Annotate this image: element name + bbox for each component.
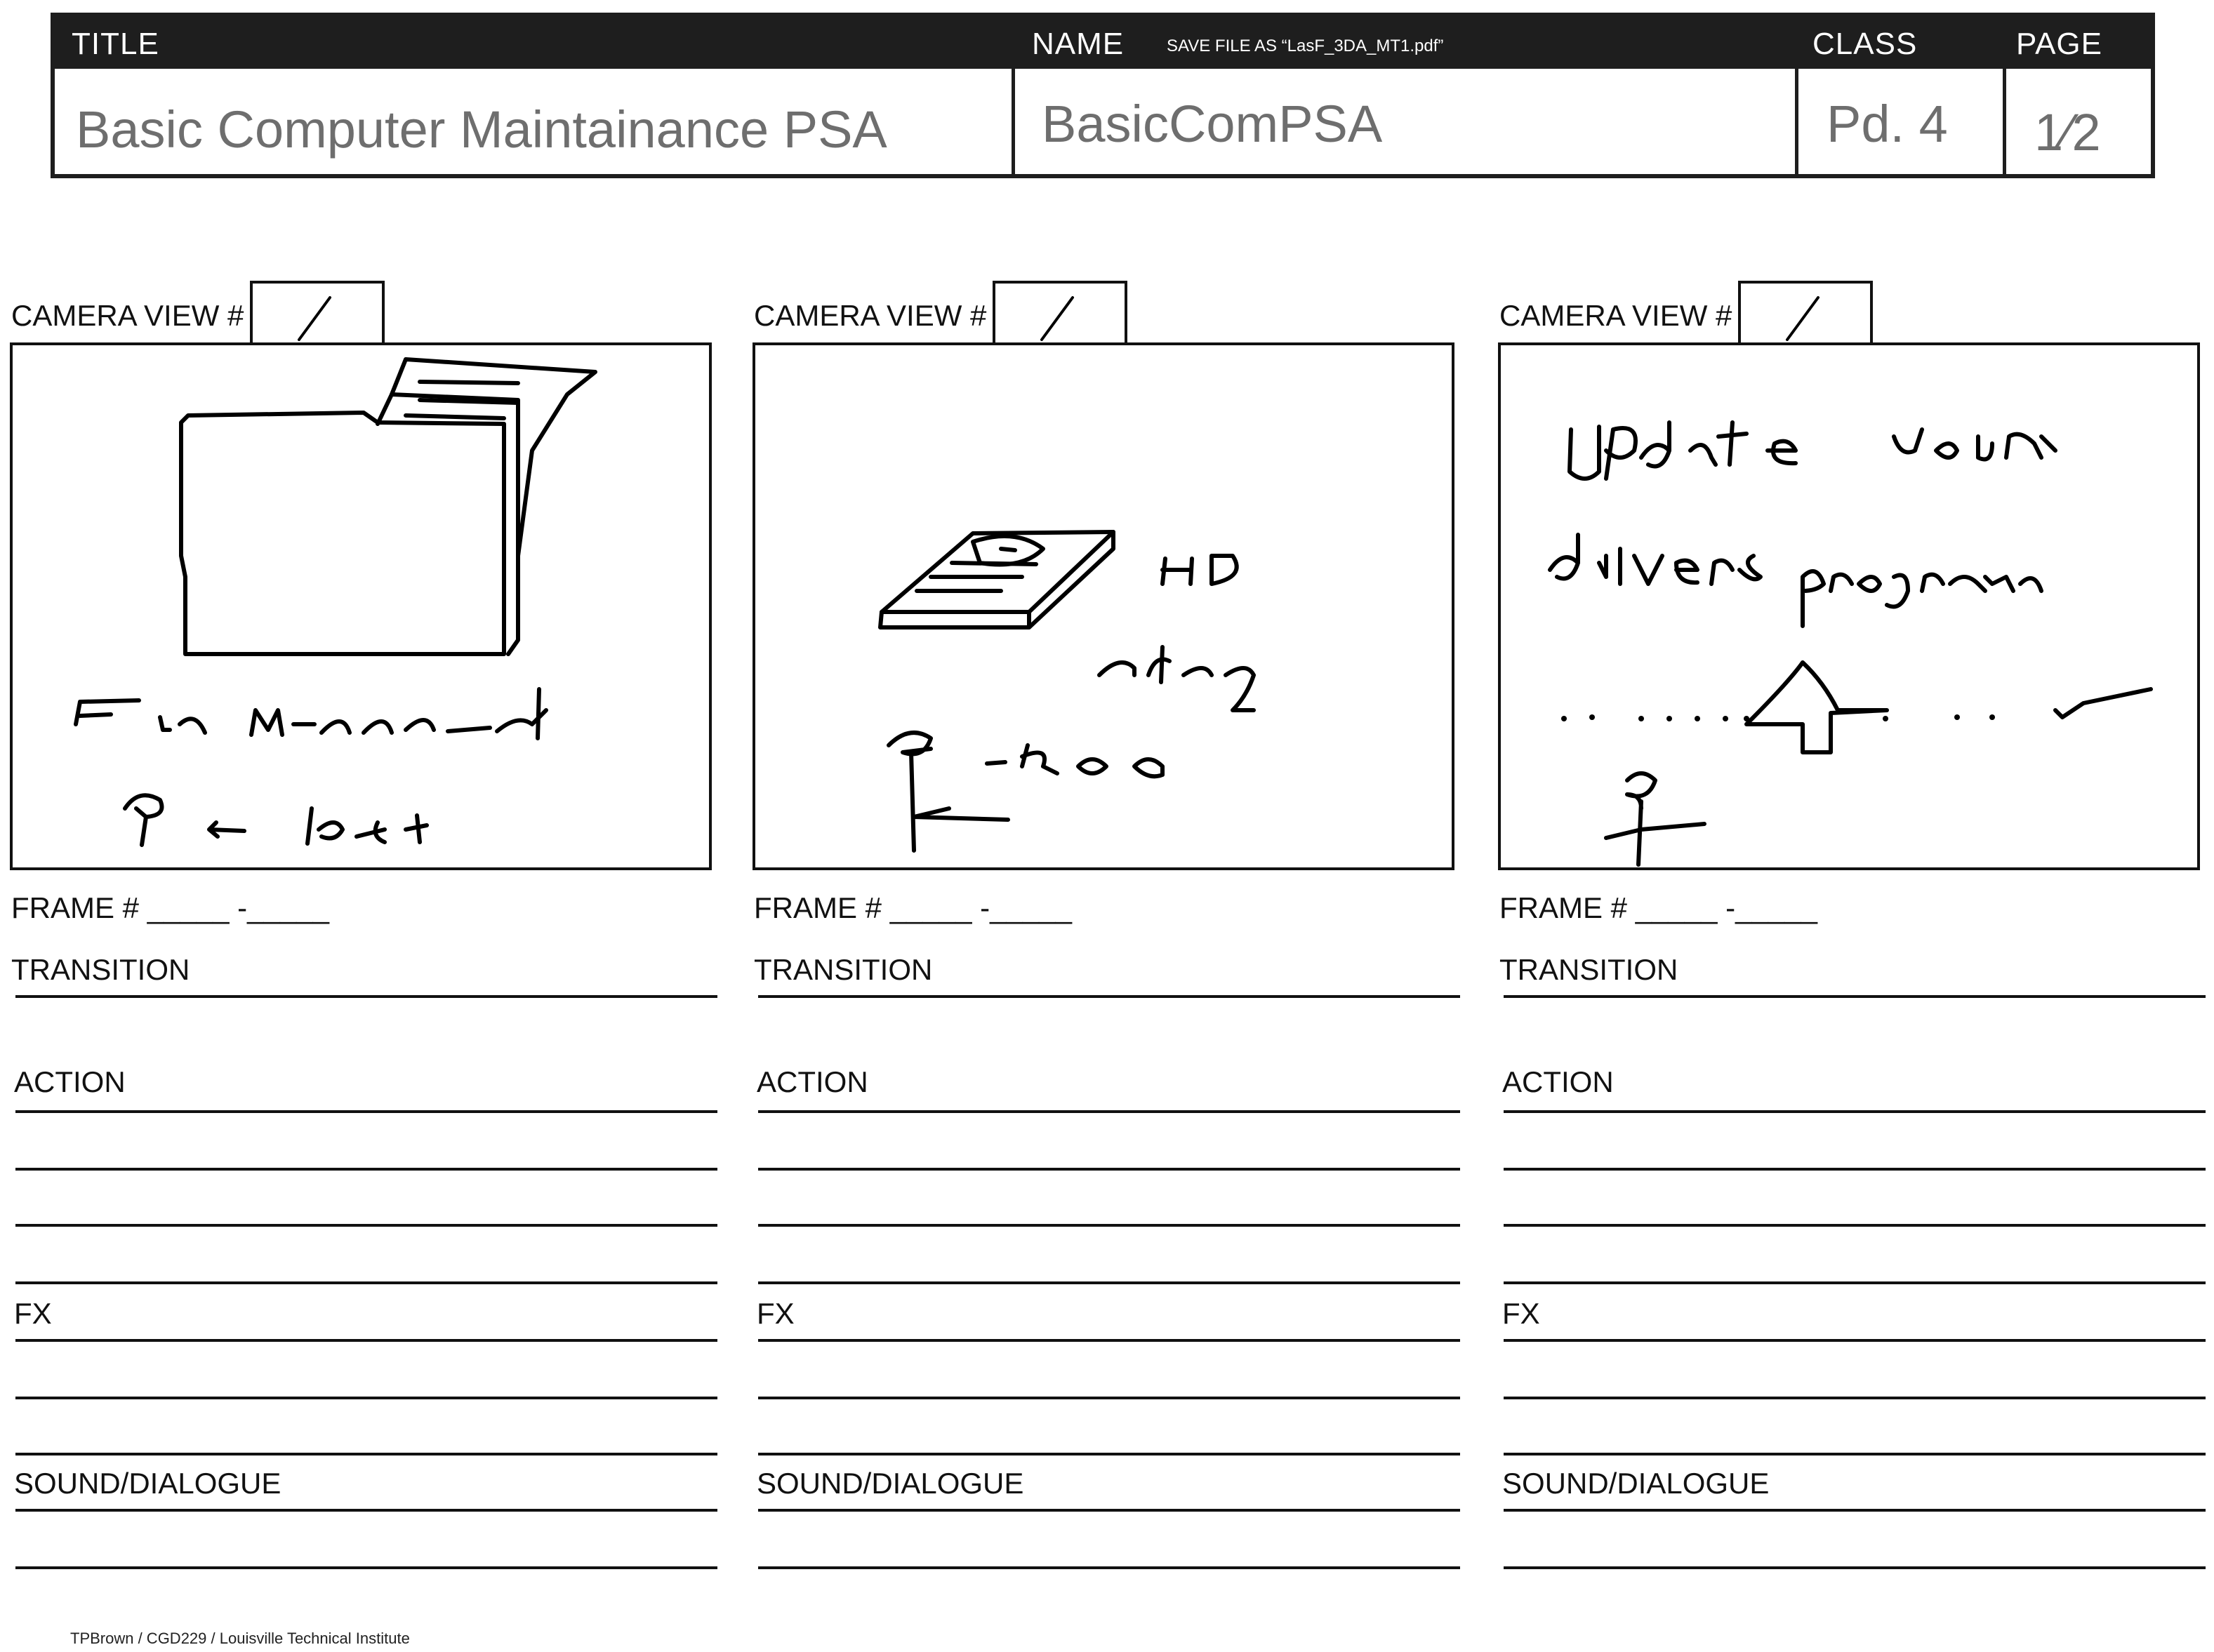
sketch-frame [1498,342,2200,870]
name-label: NAME [1032,27,1125,61]
fx-line [758,1453,1460,1456]
action-line [1504,1281,2206,1284]
footer-credit: TPBrown / CGD229 / Louisville Technical Institute [70,1630,410,1647]
camera-view-label: CAMERA VIEW # [754,299,987,332]
save-file-note: SAVE FILE AS “LasF_3DA_MT1.pdf” [1167,36,1444,55]
sound-line [1504,1566,2206,1569]
class-label: CLASS [1812,27,1918,61]
camera-view-box [250,281,385,345]
frame-number-label: FRAME # _____ -_____ [754,891,1072,924]
action-line [15,1224,717,1227]
action-line [1504,1168,2206,1171]
update-drivers-sketch [1501,345,2203,873]
transition-label: TRANSITION [11,953,190,986]
transition-line [758,995,1460,998]
fx-line [15,1453,717,1456]
title-value: Basic Computer Maintainance PSA [76,100,887,159]
sound-line [1504,1509,2206,1512]
action-line [758,1281,1460,1284]
camera-view-label: CAMERA VIEW # [1499,299,1732,332]
action-line [758,1110,1460,1113]
title-label: TITLE [72,27,159,61]
sound-dialogue-label: SOUND/DIALOGUE [1502,1467,1770,1500]
fx-line [15,1339,717,1342]
sound-dialogue-label: SOUND/DIALOGUE [757,1467,1024,1500]
action-line [15,1168,717,1171]
name-value: BasicComPSA [1042,95,1383,153]
camera-view-slash-icon [995,284,1130,348]
page-value: 1⁄2 [2034,103,2101,161]
fx-label: FX [1502,1297,1540,1330]
sound-dialogue-label: SOUND/DIALOGUE [14,1467,281,1500]
frame-number-label: FRAME # _____ -_____ [11,891,329,924]
class-value: Pd. 4 [1827,95,1948,153]
fx-line [1504,1339,2206,1342]
sound-line [15,1509,717,1512]
sound-line [758,1566,1460,1569]
action-label: ACTION [14,1065,126,1098]
folder-sketch [13,345,715,873]
fx-line [758,1397,1460,1399]
sketch-frame [10,342,712,870]
transition-line [15,995,717,998]
fx-line [758,1339,1460,1342]
frame-number-label: FRAME # _____ -_____ [1499,891,1817,924]
action-label: ACTION [1502,1065,1614,1098]
fx-label: FX [14,1297,52,1330]
sound-line [15,1566,717,1569]
action-line [758,1224,1460,1227]
hard-drive-sketch [755,345,1457,873]
action-line [15,1110,717,1113]
transition-line [1504,995,2206,998]
sketch-frame [753,342,1454,870]
action-line [15,1281,717,1284]
camera-view-box [1738,281,1873,345]
camera-view-box [993,281,1127,345]
camera-view-label: CAMERA VIEW # [11,299,244,332]
transition-label: TRANSITION [1499,953,1678,986]
sound-line [758,1509,1460,1512]
fx-line [1504,1397,2206,1399]
fx-line [1504,1453,2206,1456]
page-label: PAGE [2016,27,2103,61]
transition-label: TRANSITION [754,953,933,986]
fx-label: FX [757,1297,795,1330]
camera-view-slash-icon [1741,284,1876,348]
camera-view-slash-icon [253,284,387,348]
storyboard-header [51,13,2155,178]
action-line [1504,1110,2206,1113]
action-label: ACTION [757,1065,868,1098]
fx-line [15,1397,717,1399]
action-line [1504,1224,2206,1227]
action-line [758,1168,1460,1171]
